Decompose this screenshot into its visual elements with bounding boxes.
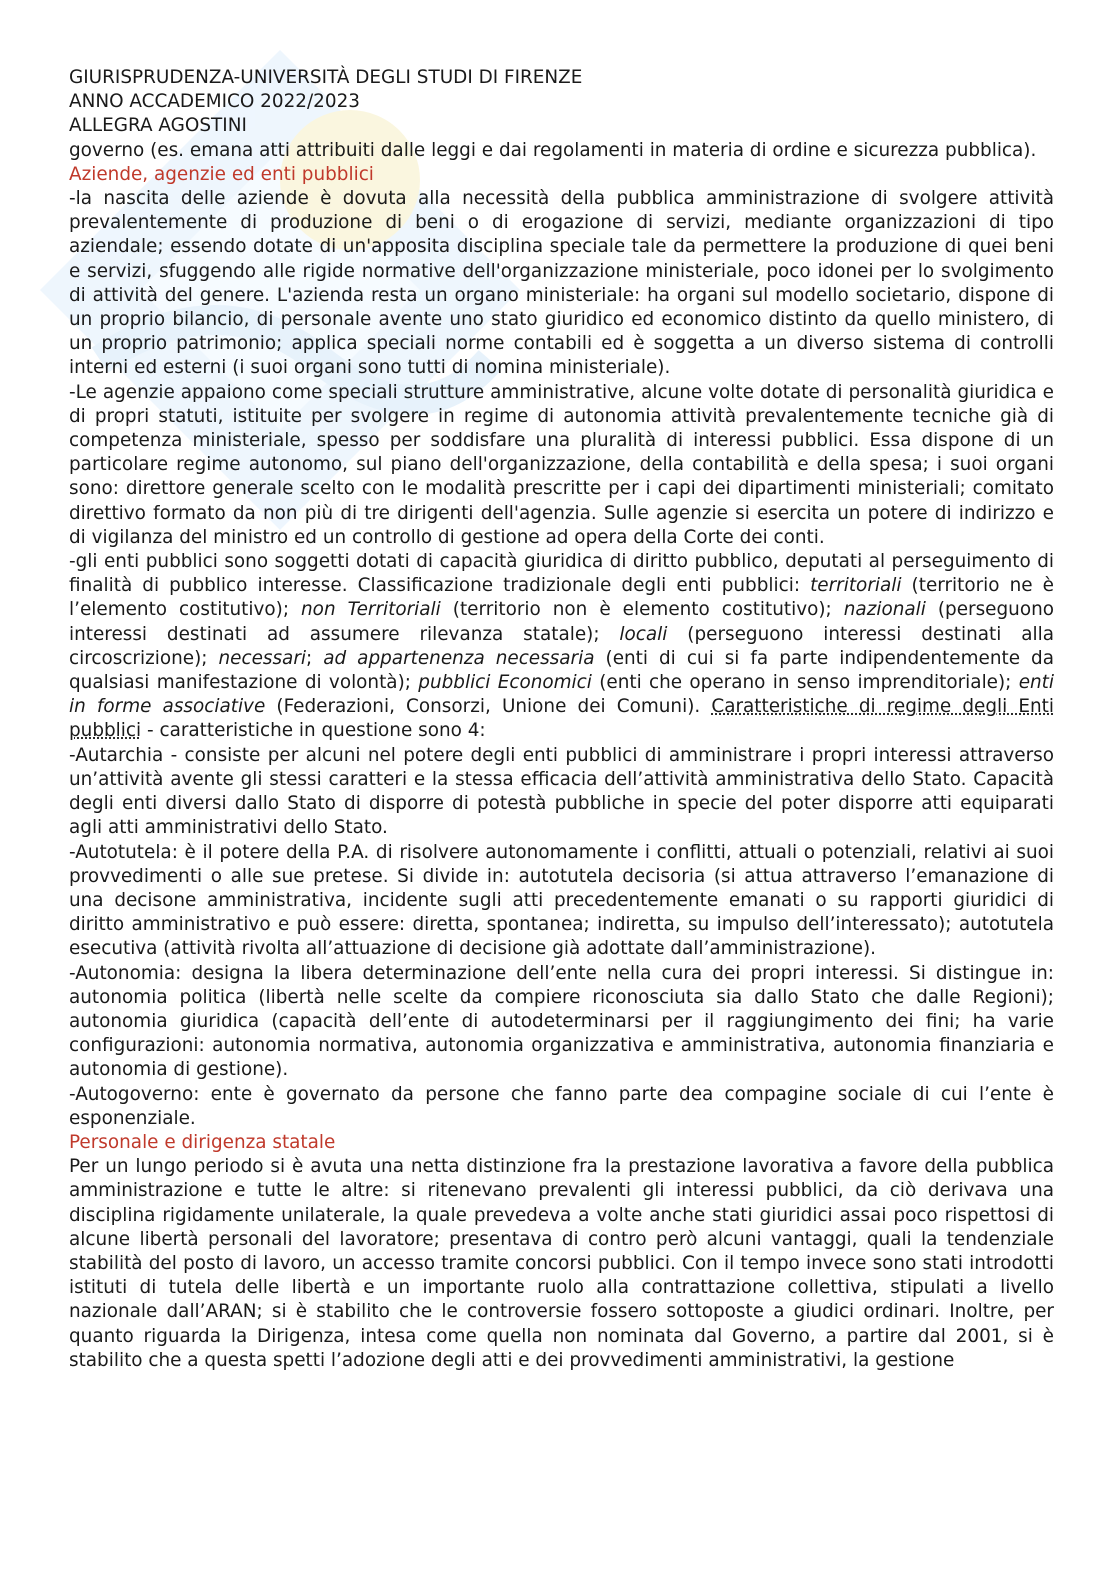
- paragraph-autotutela: -Autotutela: è il potere della P.A. di risolvere autonomamente i conflitti, attuali o potenziali, relativi ai suoi provvedimenti o alle sue pretese. Si divide in: autotutela decisoria (si attua attraverso l’emanazione di una decisone amministrativa, incidente sugli atti precedentemente emanati o su rapporti giuridici di diritto amministrativo e può essere: diretta, spontanea; indiretta, su impulso dell’interessato); autotutela esecutiva (attività rivolta all’attuazione di decisione già adottate dall’amministrazione).: [69, 841, 1054, 960]
- intro-paragraph: governo (es. emana atti attribuiti dalle leggi e dai regolamenti in materia di ordine e sicurezza pubblica).: [69, 139, 1037, 161]
- paragraph-autogoverno: -Autogoverno: ente è governato da persone che fanno parte dea compagine sociale di cui l’ente è esponenziale.: [69, 1083, 1054, 1129]
- paragraph-enti-pubblici: -gli enti pubblici sono soggetti dotati di capacità giuridica di diritto pubblico, deputati al perseguimento di finalità di pubblico interesse. Classificazione tradizionale degli enti pubblici: territoriali (territorio ne è l’elemento costitutivo); non Territoriali (territorio non è elemento costitutivo); nazionali (perseguono interessi destinati ad assumere rilevanza statale); locali (perseguono interessi destinati alla circoscrizione); necessari; ad appartenenza necessaria (enti di cui si fa parte indipendentemente da qualsiasi manifestazione di volontà); pubblici Economici (enti che operano in senso imprenditoriale); enti in forme associative (Federazioni, Consorzi, Unione dei Comuni). Caratteristiche di regime degli Enti pubblici - caratteristiche in questione sono 4:: [69, 551, 1054, 742]
- document-page: [69, 66, 1054, 1373]
- underlined-heading-caratteristiche: Caratteristiche di regime degli Enti pubblici: [69, 696, 1054, 742]
- paragraph-agenzie: -Le agenzie appaiono come speciali strutture amministrative, alcune volte dotate di personalità giuridica e di propri statuti, istituite per svolgere in regime di autonomia attività prevalentemente tecniche già di competenza ministeriale, spesso per soddisfare una pluralità di interessi pubblici. Essa dispone di un particolare regime autonomo, sul piano dell'organizzazione, della contabilità e della spesa; i suoi organi sono: direttore generale scelto con le modalità prescritte per i capi dei dipartimenti ministeriali; comitato direttivo formato da non più di tre dirigenti dell'agenzia. Sulle agenzie si esercita un potere di indirizzo e di vigilanza del ministro ed un controllo di gestione ad opera della Corte dei conti.: [69, 381, 1054, 548]
- header-academic-year: ANNO ACCADEMICO 2022/2023: [69, 91, 360, 113]
- paragraph-autonomia: -Autonomia: designa la libera determinazione dell’ente nella cura dei propri interessi. Si distingue in: autonomia politica (libertà nelle scelte da compiere riconosciuta sia dallo Stato che dalle Regioni); autonomia giuridica (capacità dell’ente di autodeterminarsi per il raggiungimento dei fini; ha varie configurazioni: autonomia normativa, autonomia organizzativa e amministrativa, autonomia finanziaria e autonomia di gestione).: [69, 962, 1054, 1081]
- section-heading-aziende: Aziende, agenzie ed enti pubblici: [69, 163, 374, 185]
- section-heading-personale: Personale e dirigenza statale: [69, 1131, 336, 1153]
- paragraph-personale: Per un lungo periodo si è avuta una netta distinzione fra la prestazione lavorativa a favore della pubblica amministrazione e tutte le altre: si ritenevano prevalenti gli interessi pubblici, da ciò derivava una disciplina rigidamente unilaterale, la quale prevedeva a volte anche stati giuridici assai poco rispettosi di alcune libertà personali del lavoratore; presentava di contro però alcuni vantaggi, quali la tendenziale stabilità del posto di lavoro, un accesso tramite concorsi pubblici. Con il tempo invece sono stati introdotti istituti di tutela delle libertà e un importante ruolo alla contrattazione collettiva, stipulati a livello nazionale dall’ARAN; si è stabilito che le controversie fossero sottoposte a giudici ordinari. Inoltre, per quanto riguarda la Dirigenza, intesa come quella non nominata dal Governo, a partire dal 2001, si è stabilito che a questa spetti l’adozione degli atti e dei provvedimenti amministrativi, la gestione: [69, 1156, 1054, 1371]
- paragraph-autarchia: -Autarchia - consiste per alcuni nel potere degli enti pubblici di amministrare i propri interessi attraverso un’attività avente gli stessi caratteri e la stessa efficacia dell’attività amministrativa dello Stato. Capacità degli enti diversi dallo Stato di disporre di potestà pubbliche in specie del poter disporre atti equiparati agli atti amministrativi dello Stato.: [69, 744, 1054, 839]
- header-university: GIURISPRUDENZA-UNIVERSITÀ DEGLI STUDI DI FIRENZE: [69, 67, 583, 88]
- header-author: ALLEGRA AGOSTINI: [69, 115, 247, 137]
- paragraph-aziende: -la nascita delle aziende è dovuta alla necessità della pubblica amministrazione di svolgere attività prevalentemente di produzione di beni o di erogazione di servizi, mediante organizzazioni di tipo aziendale; essendo dotate di un'apposita disciplina speciale tale da permettere la produzione di quei beni e servizi, sfuggendo alle rigide normative dell'organizzazione ministeriale, poco idonei per lo svolgimento di attività del genere. L'azienda resta un organo ministeriale: ha organi sul modello societario, dispone di un proprio bilancio, di personale avente uno stato giuridico ed economico distinto da quello ministero, di un proprio patrimonio; applica speciali norme contabili ed è soggetta a un diverso sistema di controlli interni ed esterni (i suoi organi sono tutti di nomina ministeriale).: [69, 188, 1054, 379]
